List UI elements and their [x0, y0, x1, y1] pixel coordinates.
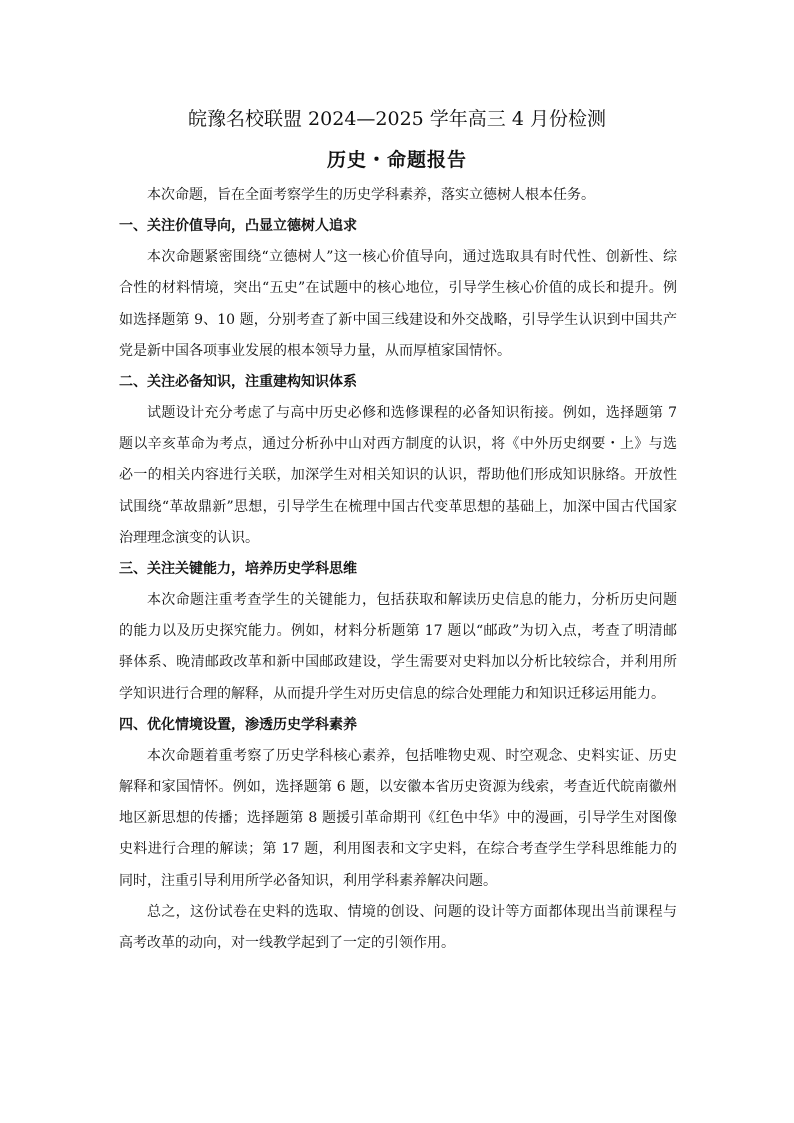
section-1-paragraph: 本次命题紧密围绕“立德树人”这一核心价值导向，通过选取具有时代性、创新性、综合性的材料情境，突出“五史”在试题中的核心地位，引导学生核心价值的成长和提升。例如选择题第 9、10 题，分别考查了新中国三线建设和外交战略，引导学生认识到中国共产党是新中国各项事业发展的根本领导力量，从而厚植家国情怀。: [119, 249, 677, 359]
conclusion-paragraph: 总之，这份试卷在史料的选取、情境的创设、问题的设计等方面都体现出当前课程与高考改革的动向，对一线教学起到了一定的引领作用。: [119, 903, 677, 952]
section-4-paragraph: 本次命题着重考察了历史学科核心素养，包括唯物史观、时空观念、史料实证、历史解释和家国情怀。例如，选择题第 6 题，以安徽本省历史资源为线索，考查近代皖南徽州地区新思想的传播；选择题第 8 题援引革命期刊《红色中华》中的漫画，引导学生对图像史料进行合理的解读；第 17 题，利用图表和文字史料，在综合考查学生学科思维能力的同时，注重引导利用所学必备知识，利用学科素养解决问题。: [119, 747, 677, 889]
section-1-heading: 一、关注价值导向，凸显立德树人追求: [119, 218, 357, 235]
intro-paragraph: 本次命题，旨在全面考察学生的历史学科素养，落实立德树人根本任务。: [147, 187, 595, 203]
section-2-paragraph: 试题设计充分考虑了与高中历史必修和选修课程的必备知识衔接。例如，选择题第 7 题以辛亥革命为考点，通过分析孙中山对西方制度的认识，将《中外历史纲要・上》与选必一的相关内容进行关联，加深学生对相关知识的认识，帮助他们形成知识脉络。开放性试围绕“革故鼎新”思想，引导学生在梳理中国古代变革思想的基础上，加深中国古代国家治理理念演变的认识。: [119, 405, 677, 546]
section-3-heading: 三、关注关键能力，培养历史学科思维: [119, 561, 357, 578]
document-body: [119, 180, 677, 959]
document-subtitle: 历史・命题报告: [326, 149, 467, 171]
section-2-heading: 二、关注必备知识，注重建构知识体系: [119, 374, 357, 391]
section-3-paragraph: 本次命题注重考查学生的关键能力，包括获取和解读历史信息的能力，分析历史问题的能力以及历史探究能力。例如，材料分析题第 17 题以“邮政”为切入点，考查了明清邮驿体系、晚清邮政改革和新中国邮政建设，学生需要对史料加以分析比较综合，并利用所学知识进行合理的解释，从而提升学生对历史信息的综合处理能力和知识迁移运用能力。: [119, 592, 677, 702]
document-title: 皖豫名校联盟 2024—2025 学年高三 4 月份检测: [188, 108, 606, 130]
section-4-heading: 四、优化情境设置，渗透历史学科素养: [119, 716, 357, 733]
